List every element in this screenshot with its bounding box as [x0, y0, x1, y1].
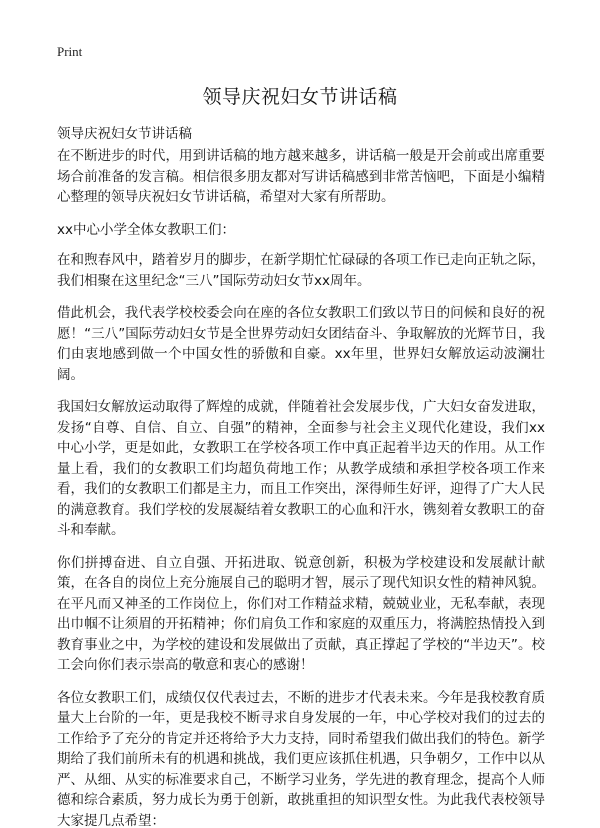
paragraph-opening: 在和煦春风中，踏着岁月的脚步，在新学期忙忙碌碌的各项工作已走向正轨之际，我们相聚在这里纪念“三八”国际劳动妇女节xx周年。	[57, 252, 545, 289]
paragraph-intro: 在不断进步的时代，用到讲话稿的地方越来越多，讲话稿一般是开会前或出席重要场合前准备的发言稿。相信很多朋友都对写讲话稿感到非常苦恼吧，下面是小编精心整理的领导庆祝妇女节讲话稿，希望对大家有所帮助。	[57, 148, 545, 205]
paragraph-hopes: 各位女教职工们，成绩仅仅代表过去，不断的进步才代表未来。今年是我校教育质量大上台阶的一年，更是我校不断寻求自身发展的一年，中心学校对我们的过去的工作给予了充分的肯定并还将给予大力支持，同时希望我们做出我们的特色。新学期给了我们前所未有的机遇和挑战，我们更应该抓住机遇，只争朝夕，工作中以从严、从细、从实的标准要求自己，不断学习业务，学先进的教育理念，提高个人师德和综合素质，努力成长为勇于创新，敢挑重担的知识型女性。为此我代表校领导大家提几点希望：	[57, 689, 545, 828]
document-subtitle: 领导庆祝妇女节讲话稿	[57, 126, 192, 142]
paragraph-achievements: 我国妇女解放运动取得了辉煌的成就，伴随着社会发展步伐，广大妇女奋发进取，发扬“自尊、自信、自立、自强”的精神，全面参与社会主义现代化建设，我们xx中心小学，更是如此，女教职工在学校各项工作中真正起着半边天的作用。从工作量上看，我们的女教职工们均超负荷地工作；从教学成绩和承担学校各项工作来看，我们的女教职工们都是主力，而且工作突出，深得师生好评，迎得了广大人民的满意教育。我们学校的发展凝结着女教职工的心血和汗水，镌刻着女教职工的奋斗和奉献。	[57, 399, 545, 538]
paragraph-praise: 你们拼搏奋进、自立自强、开拓进取、锐意创新，积极为学校建设和发展献计献策，在各自的岗位上充分施展自己的聪明才智，展示了现代知识女性的精神风貌。在平凡而又神圣的工作岗位上，你们对工作精益求精，兢兢业业，无私奉献，表现出巾帼不让须眉的开拓精神；你们肩负工作和家庭的双重压力，将满腔热情投入到教育事业之中，为学校的建设和发展做出了贡献，真正撑起了学校的“半边天”。校工会向你们表示崇高的敬意和衷心的感谢！	[57, 554, 545, 673]
print-link[interactable]: Print	[57, 44, 83, 59]
page-title: 领导庆祝妇女节讲话稿	[202, 86, 398, 108]
document-body	[57, 146, 545, 828]
paragraph-greeting: 借此机会，我代表学校校委会向在座的各位女教职工们致以节日的问候和良好的祝愿！“三八”国际劳动妇女节是全世界劳动妇女团结奋斗、争取解放的光辉节日，我们由衷地感到做一个中国女性的骄傲和自豪。xx年里，世界妇女解放运动波澜壮阔。	[57, 305, 545, 383]
paragraph-salutation: xx中心小学全体女教职工们：	[57, 221, 235, 238]
